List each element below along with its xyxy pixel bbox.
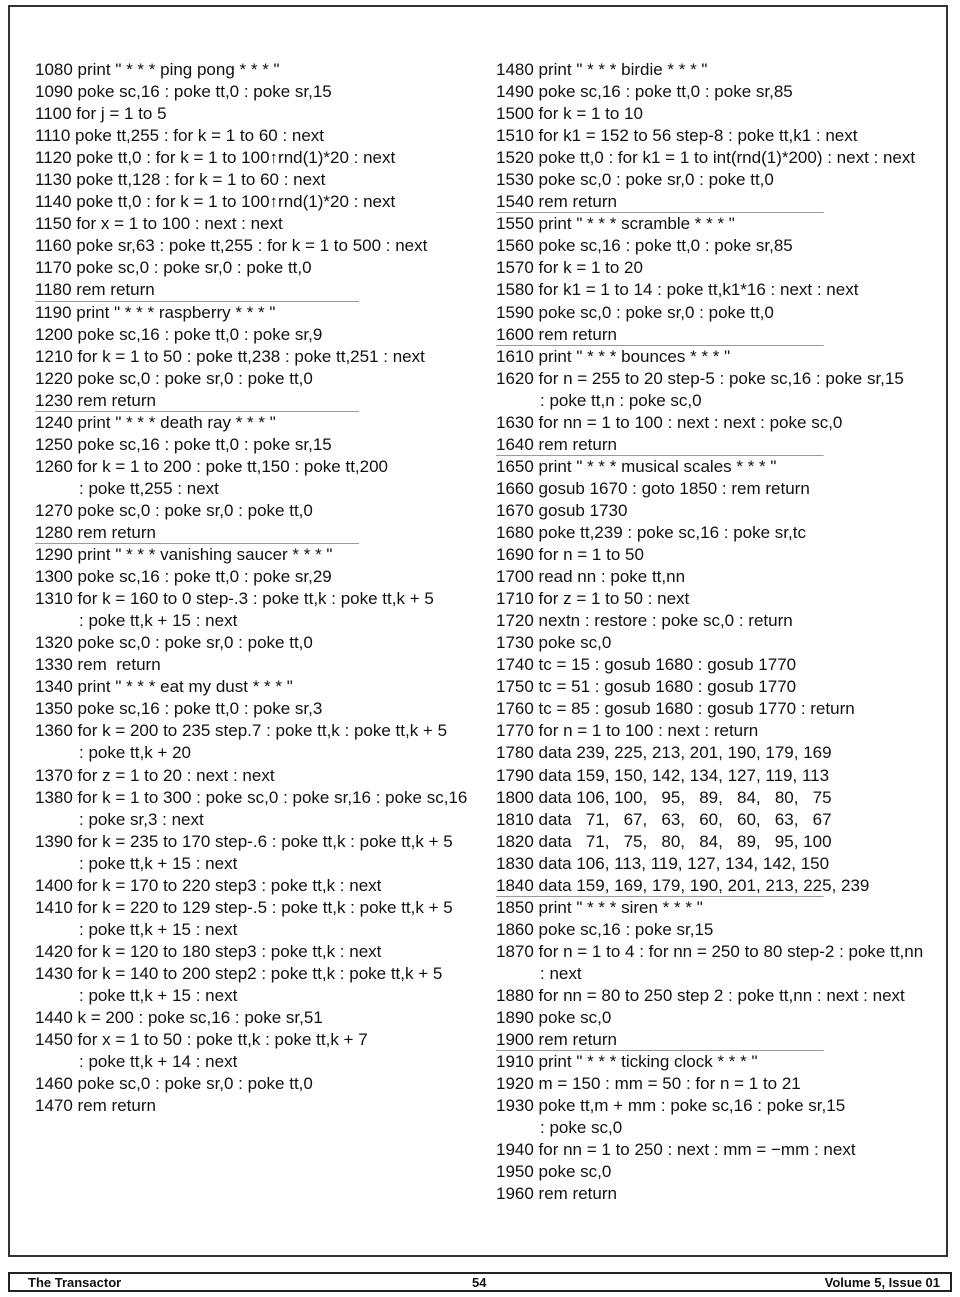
code-line: 1690 for n = 1 to 50 <box>496 545 644 565</box>
code-line: 1360 for k = 200 to 235 step.7 : poke tt,k : poke tt,k + 5 <box>35 721 448 741</box>
code-line: 1780 data 239, 225, 213, 201, 190, 179, 169 <box>496 743 832 763</box>
code-line: 1550 print " * * * scramble * * * " <box>496 214 735 234</box>
code-line: 1890 poke sc,0 <box>496 1008 612 1028</box>
code-line: 1640 rem return <box>496 434 951 456</box>
code-line: 1770 for n = 1 to 100 : next : return <box>496 721 759 741</box>
code-line: : poke tt,k + 15 : next <box>79 919 238 939</box>
code-line: 1400 for k = 170 to 220 step3 : poke tt,k : next <box>35 875 382 895</box>
code-line: 1220 poke sc,0 : poke sr,0 : poke tt,0 <box>35 368 313 388</box>
code-line: 1310 for k = 160 to 0 step-.3 : poke tt,k : poke tt,k + 5 <box>35 589 434 609</box>
code-line: 1340 print " * * * eat my dust * * * " <box>35 677 293 697</box>
code-line: 1380 for k = 1 to 300 : poke sc,0 : poke sr,16 : poke sc,16 <box>35 787 468 807</box>
code-line: 1160 poke sr,63 : poke tt,255 : for k = 1 to 500 : next <box>35 236 428 256</box>
code-line: : poke sc,0 <box>540 1118 623 1138</box>
code-line: 1370 for z = 1 to 20 : next : next <box>35 765 275 785</box>
code-line: 1700 read nn : poke tt,nn <box>496 567 686 587</box>
code-line: 1820 data 71, 75, 80, 84, 89, 95, 100 <box>496 831 832 851</box>
page-footer <box>8 1272 952 1292</box>
code-line: 1870 for n = 1 to 4 : for nn = 250 to 80 step-2 : poke tt,nn <box>496 941 924 961</box>
page-frame <box>8 5 948 1257</box>
code-line: 1120 poke tt,0 : for k = 1 to 100↑rnd(1)*20 : next <box>35 148 396 168</box>
volume-issue: Volume 5, Issue 01 <box>824 1275 940 1290</box>
code-line: 1440 k = 200 : poke sc,16 : poke sr,51 <box>35 1008 323 1028</box>
code-line: 1140 poke tt,0 : for k = 1 to 100↑rnd(1)*20 : next <box>35 192 396 212</box>
code-line: 1960 rem return <box>496 1184 617 1204</box>
code-line: 1620 for n = 255 to 20 step-5 : poke sc,16 : poke sr,15 <box>496 368 904 388</box>
code-line: 1630 for nn = 1 to 100 : next : next : poke sc,0 <box>496 412 843 432</box>
listing-column-left <box>35 59 485 1117</box>
code-line: 1570 for k = 1 to 20 <box>496 258 643 278</box>
code-line: 1650 print " * * * musical scales * * * " <box>496 456 777 476</box>
code-line: : next <box>540 963 582 983</box>
code-line: : poke tt,k + 15 : next <box>79 611 238 631</box>
code-line: 1450 for x = 1 to 50 : poke tt,k : poke tt,k + 7 <box>35 1030 368 1050</box>
code-line: 1580 for k1 = 1 to 14 : poke tt,k1*16 : next : next <box>496 280 859 300</box>
code-line: 1090 poke sc,16 : poke tt,0 : poke sr,15 <box>35 82 332 102</box>
code-line: 1280 rem return <box>35 522 485 544</box>
code-line: 1320 poke sc,0 : poke sr,0 : poke tt,0 <box>35 633 313 653</box>
code-line: 1130 poke tt,128 : for k = 1 to 60 : next <box>35 170 326 190</box>
code-line: 1490 poke sc,16 : poke tt,0 : poke sr,85 <box>496 82 793 102</box>
code-line: : poke tt,k + 15 : next <box>79 853 238 873</box>
code-line: 1950 poke sc,0 <box>496 1162 612 1182</box>
code-line: 1810 data 71, 67, 63, 60, 60, 63, 67 <box>496 809 832 829</box>
code-line: 1470 rem return <box>35 1096 156 1116</box>
code-line: 1940 for nn = 1 to 250 : next : mm = −mm : next <box>496 1140 856 1160</box>
code-line: 1660 gosub 1670 : goto 1850 : rem return <box>496 478 810 498</box>
code-line: 1250 poke sc,16 : poke tt,0 : poke sr,15 <box>35 434 332 454</box>
code-line: 1930 poke tt,m + mm : poke sc,16 : poke sr,15 <box>496 1096 846 1116</box>
code-line: : poke tt,k + 15 : next <box>79 985 238 1005</box>
code-line: : poke tt,k + 14 : next <box>79 1052 238 1072</box>
code-line: 1240 print " * * * death ray * * * " <box>35 412 276 432</box>
code-line: 1600 rem return <box>496 324 951 346</box>
code-line: 1230 rem return <box>35 390 485 412</box>
publication-name: The Transactor <box>28 1275 122 1290</box>
code-line: : poke tt,n : poke sc,0 <box>540 390 702 410</box>
code-line: 1480 print " * * * birdie * * * " <box>496 60 708 79</box>
code-line: 1260 for k = 1 to 200 : poke tt,150 : poke tt,200 <box>35 456 388 476</box>
code-line: 1350 poke sc,16 : poke tt,0 : poke sr,3 <box>35 699 323 719</box>
code-line: 1180 rem return <box>35 279 485 301</box>
code-line: 1100 for j = 1 to 5 <box>35 104 167 124</box>
code-line: 1290 print " * * * vanishing saucer * * * " <box>35 545 333 565</box>
code-line: 1880 for nn = 80 to 250 step 2 : poke tt,nn : next : next <box>496 985 905 1005</box>
code-line: 1740 tc = 15 : gosub 1680 : gosub 1770 <box>496 655 797 675</box>
code-line: 1210 for k = 1 to 50 : poke tt,238 : poke tt,251 : next <box>35 346 425 366</box>
code-line: 1510 for k1 = 152 to 56 step-8 : poke tt,k1 : next <box>496 126 858 146</box>
code-line: 1540 rem return <box>496 191 951 213</box>
code-line: 1830 data 106, 113, 119, 127, 134, 142, 150 <box>496 853 830 873</box>
listing-column-right <box>496 59 951 1205</box>
code-line: 1750 tc = 51 : gosub 1680 : gosub 1770 <box>496 677 797 697</box>
code-line: 1150 for x = 1 to 100 : next : next <box>35 214 283 234</box>
code-line: 1790 data 159, 150, 142, 134, 127, 119, 113 <box>496 765 830 785</box>
code-line: 1680 poke tt,239 : poke sc,16 : poke sr,tc <box>496 522 806 542</box>
code-line: : poke tt,255 : next <box>79 478 219 498</box>
code-line: 1900 rem return <box>496 1029 951 1051</box>
code-line: 1410 for k = 220 to 129 step-.5 : poke tt,k : poke tt,k + 5 <box>35 897 453 917</box>
code-line: 1860 poke sc,16 : poke sr,15 <box>496 919 714 939</box>
code-line: 1910 print " * * * ticking clock * * * " <box>496 1052 758 1072</box>
page-number: 54 <box>472 1275 487 1290</box>
code-line: 1300 poke sc,16 : poke tt,0 : poke sr,29 <box>35 567 332 587</box>
code-line: 1840 data 159, 169, 179, 190, 201, 213, 225, 239 <box>496 875 951 897</box>
code-line: 1920 m = 150 : mm = 50 : for n = 1 to 21 <box>496 1074 801 1094</box>
code-line: 1110 poke tt,255 : for k = 1 to 60 : next <box>35 126 325 146</box>
code-line: 1800 data 106, 100, 95, 89, 84, 80, 75 <box>496 787 832 807</box>
code-line: : poke sr,3 : next <box>79 809 204 829</box>
code-line: 1530 poke sc,0 : poke sr,0 : poke tt,0 <box>496 170 774 190</box>
code-line: 1500 for k = 1 to 10 <box>496 104 643 124</box>
code-line: 1590 poke sc,0 : poke sr,0 : poke tt,0 <box>496 302 774 322</box>
code-line: : poke tt,k + 20 <box>79 743 191 763</box>
code-line: 1560 poke sc,16 : poke tt,0 : poke sr,85 <box>496 236 793 256</box>
code-line: 1520 poke tt,0 : for k1 = 1 to int(rnd(1)*200) : next : next <box>496 148 916 168</box>
code-line: 1170 poke sc,0 : poke sr,0 : poke tt,0 <box>35 258 312 278</box>
code-line: 1080 print " * * * ping pong * * * " <box>35 60 280 79</box>
code-line: 1760 tc = 85 : gosub 1680 : gosub 1770 : return <box>496 699 855 719</box>
code-line: 1730 poke sc,0 <box>496 633 612 653</box>
code-line: 1720 nextn : restore : poke sc,0 : return <box>496 611 793 631</box>
code-line: 1850 print " * * * siren * * * " <box>496 897 703 917</box>
code-line: 1190 print " * * * raspberry * * * " <box>35 302 276 322</box>
code-line: 1430 for k = 140 to 200 step2 : poke tt,k : poke tt,k + 5 <box>35 963 443 983</box>
code-line: 1330 rem return <box>35 655 161 675</box>
code-line: 1270 poke sc,0 : poke sr,0 : poke tt,0 <box>35 500 313 520</box>
code-line: 1710 for z = 1 to 50 : next <box>496 589 690 609</box>
code-line: 1420 for k = 120 to 180 step3 : poke tt,k : next <box>35 941 382 961</box>
code-line: 1670 gosub 1730 <box>496 500 628 520</box>
code-line: 1200 poke sc,16 : poke tt,0 : poke sr,9 <box>35 324 323 344</box>
code-line: 1460 poke sc,0 : poke sr,0 : poke tt,0 <box>35 1074 313 1094</box>
code-line: 1610 print " * * * bounces * * * " <box>496 346 731 366</box>
code-line: 1390 for k = 235 to 170 step-.6 : poke tt,k : poke tt,k + 5 <box>35 831 453 851</box>
